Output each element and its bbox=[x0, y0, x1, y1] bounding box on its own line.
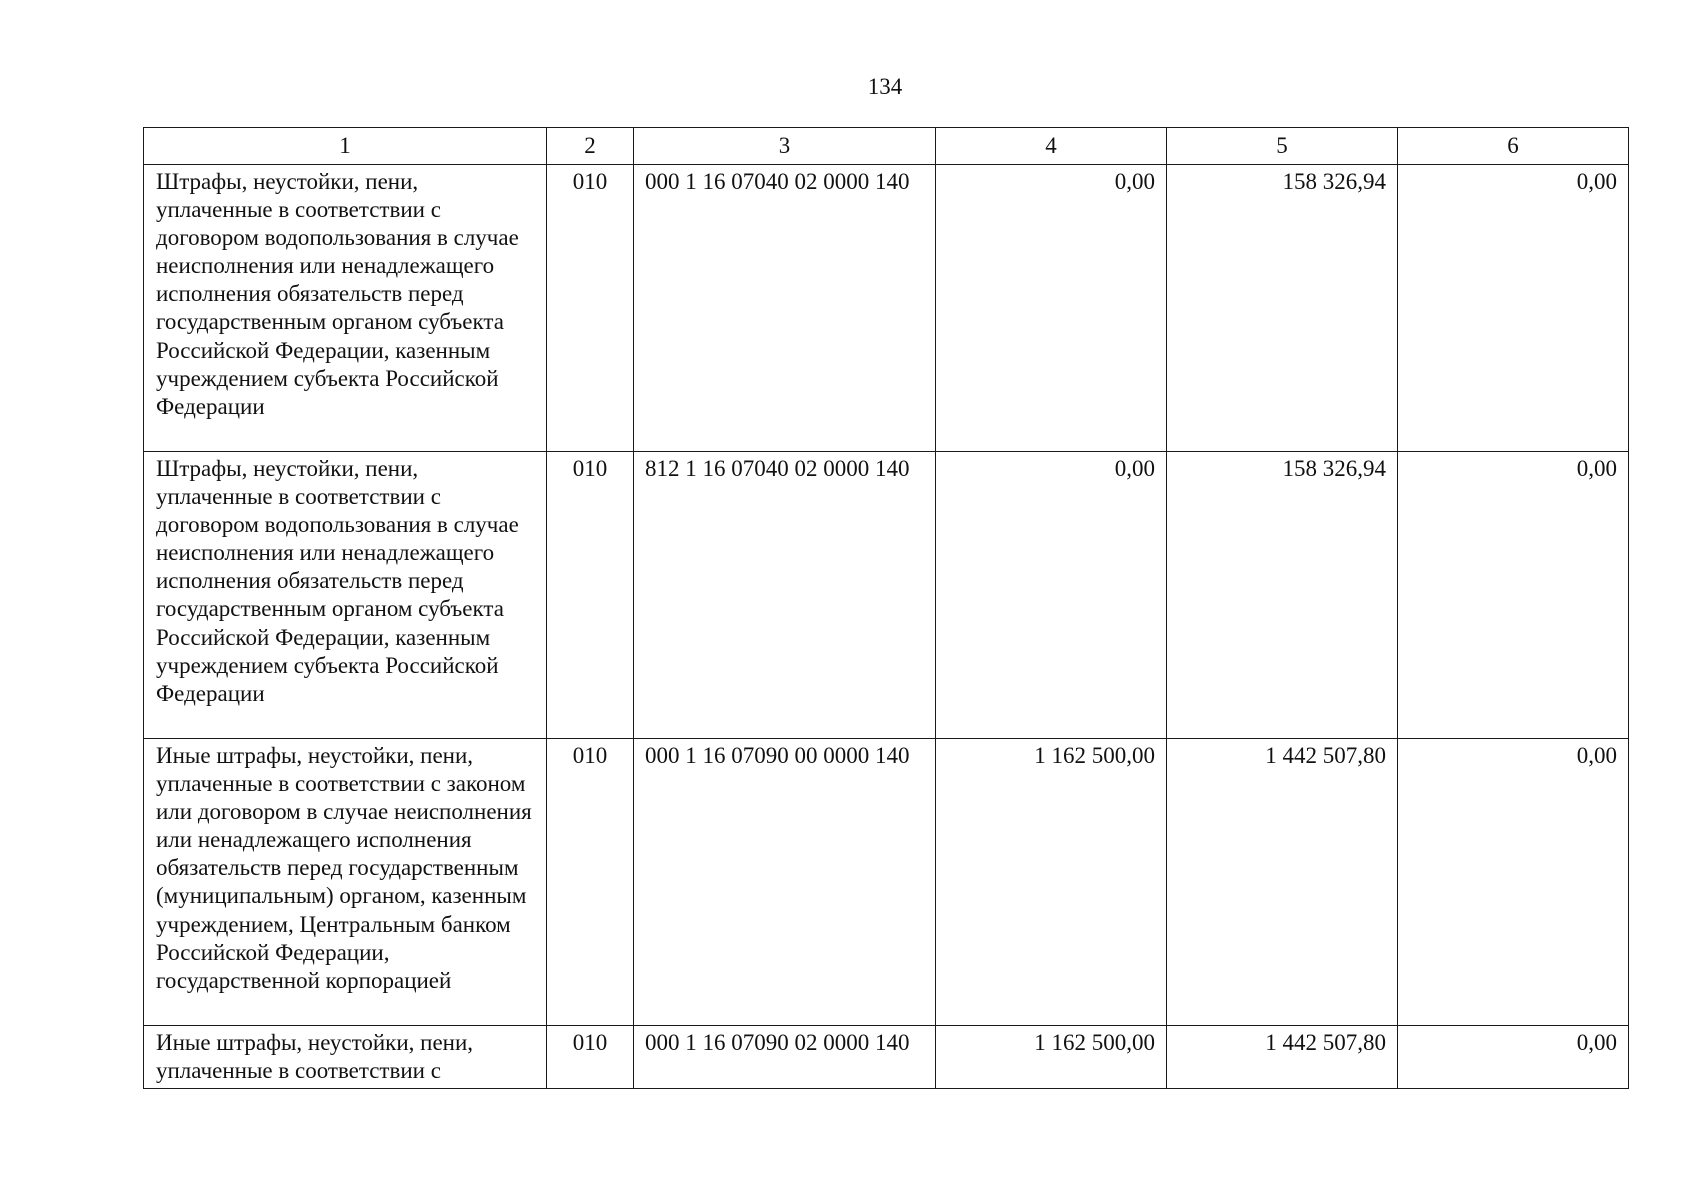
table-row bbox=[144, 165, 1629, 452]
income-code-cell: 000 1 16 07090 00 0000 140 bbox=[634, 739, 936, 1026]
line-code-cell: 010 bbox=[547, 1026, 634, 1089]
amount-cell-col6: 0,00 bbox=[1398, 452, 1629, 739]
column-number-cell: 2 bbox=[547, 128, 634, 165]
income-code-cell: 000 1 16 07090 02 0000 140 bbox=[634, 1026, 936, 1089]
line-code-cell: 010 bbox=[547, 165, 634, 452]
line-code-cell: 010 bbox=[547, 452, 634, 739]
amount-cell-col6: 0,00 bbox=[1398, 1026, 1629, 1089]
amount-cell-col5: 1 442 507,80 bbox=[1167, 739, 1398, 1026]
table-row bbox=[144, 1026, 1629, 1089]
amount-cell-col5: 1 442 507,80 bbox=[1167, 1026, 1398, 1089]
income-name-cell: Иные штрафы, неустойки, пени, уплаченные в соответствии с bbox=[144, 1026, 547, 1089]
column-number-cell: 4 bbox=[936, 128, 1167, 165]
column-number-cell: 3 bbox=[634, 128, 936, 165]
income-name-cell: Штрафы, неустойки, пени, уплаченные в соответствии с договором водопользования в случае неисполнения или ненадлежащего исполнения обязательств перед государственным органом субъекта Российской Федерации, казенным учреждением субъекта Российской Федерации bbox=[144, 165, 547, 452]
income-name-cell: Иные штрафы, неустойки, пени, уплаченные в соответствии с законом или договором в случае неисполнения или ненадлежащего исполнения обязательств перед государственным (муниципальным) органом, казенным учреждением, Центральным банком Российской Федерации, государственной корпорацией bbox=[144, 739, 547, 1026]
column-number-cell: 5 bbox=[1167, 128, 1398, 165]
column-number-row bbox=[144, 128, 1629, 165]
income-code-cell: 812 1 16 07040 02 0000 140 bbox=[634, 452, 936, 739]
page-number: 134 bbox=[867, 74, 903, 99]
amount-cell-col5: 158 326,94 bbox=[1167, 452, 1398, 739]
column-number-cell: 1 bbox=[144, 128, 547, 165]
amount-cell-col4: 1 162 500,00 bbox=[936, 739, 1167, 1026]
income-table bbox=[143, 127, 1629, 1089]
table-row bbox=[144, 739, 1629, 1026]
income-code-cell: 000 1 16 07040 02 0000 140 bbox=[634, 165, 936, 452]
amount-cell-col6: 0,00 bbox=[1398, 165, 1629, 452]
amount-cell-col4: 0,00 bbox=[936, 165, 1167, 452]
amount-cell-col4: 0,00 bbox=[936, 452, 1167, 739]
table-row bbox=[144, 452, 1629, 739]
line-code-cell: 010 bbox=[547, 739, 634, 1026]
income-name-cell: Штрафы, неустойки, пени, уплаченные в соответствии с договором водопользования в случае неисполнения или ненадлежащего исполнения обязательств перед государственным органом субъекта Российской Федерации, казенным учреждением субъекта Российской Федерации bbox=[144, 452, 547, 739]
amount-cell-col6: 0,00 bbox=[1398, 739, 1629, 1026]
amount-cell-col5: 158 326,94 bbox=[1167, 165, 1398, 452]
amount-cell-col4: 1 162 500,00 bbox=[936, 1026, 1167, 1089]
column-number-cell: 6 bbox=[1398, 128, 1629, 165]
